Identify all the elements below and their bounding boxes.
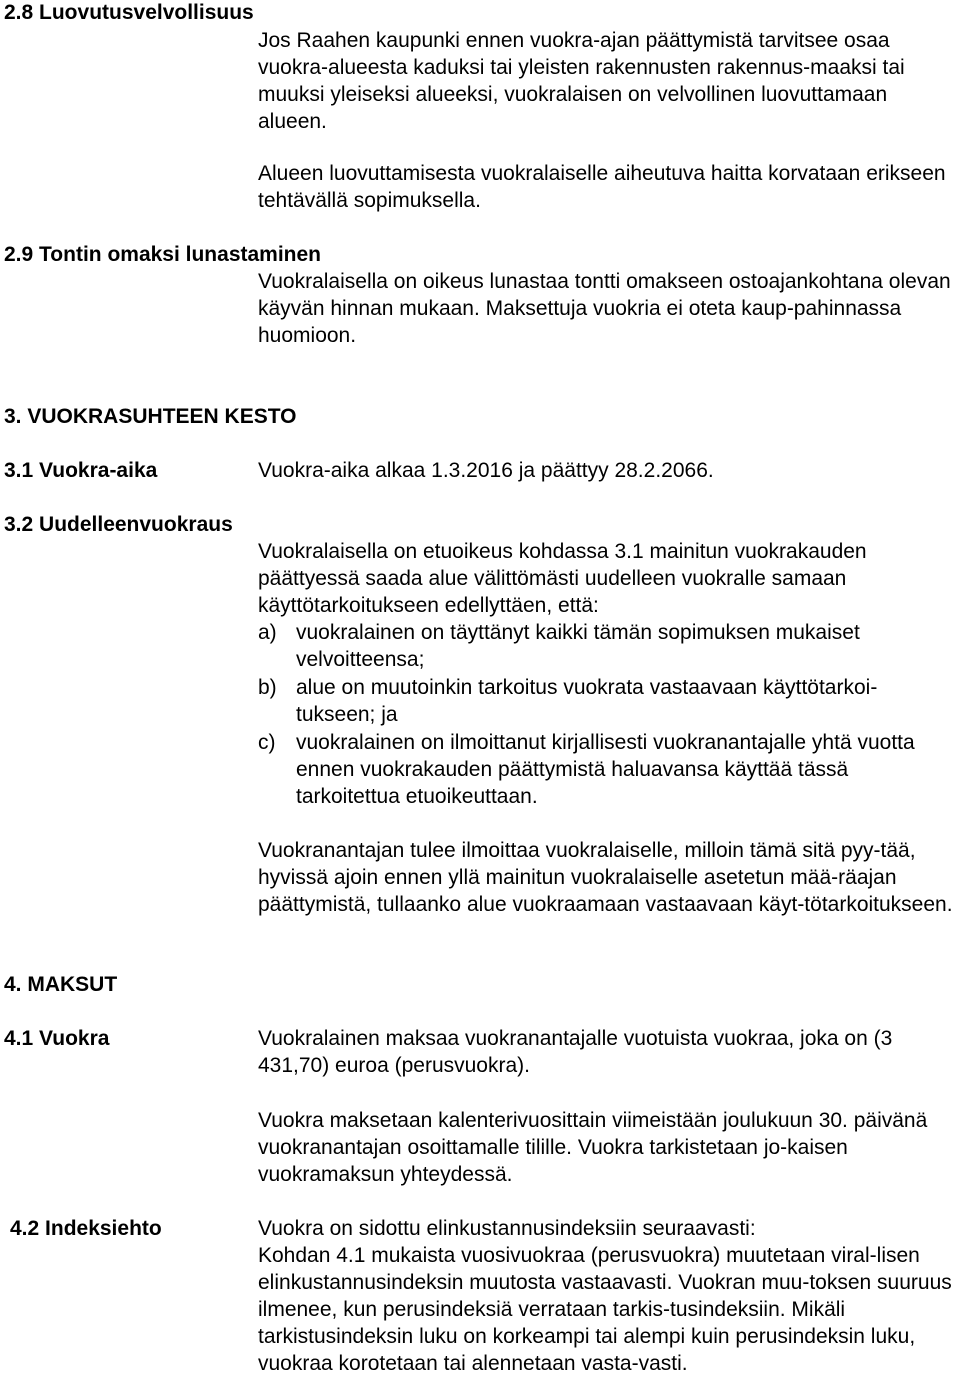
paragraph-4-1-1: Vuokralainen maksaa vuokranantajalle vuotuista vuokraa, joka on (3 431,70) euroa (perusvuokra). <box>258 1027 893 1077</box>
list-marker: c) <box>258 731 276 754</box>
section-heading-3-2: 3.2 Uudelleenvuokraus <box>4 513 233 536</box>
paragraph-2-8-2: Alueen luovuttamisesta vuokralaiselle aiheutuva haitta korvataan erikseen tehtävällä sopimuksella. <box>258 162 946 212</box>
paragraph-3-2-1: Vuokralaisella on etuoikeus kohdassa 3.1 mainitun vuokrakauden päättyessä saada alue välittömästi uudelleen vuokralle samaan käyttötarkoitukseen edellyttäen, että: <box>258 540 867 617</box>
section-heading-4: 4. MAKSUT <box>4 973 118 996</box>
paragraph-3-1: Vuokra-aika alkaa 1.3.2016 ja päättyy 28.2.2066. <box>258 459 714 482</box>
section-heading-3: 3. VUOKRASUHTEEN KESTO <box>4 405 297 428</box>
list-item-text: vuokralainen on ilmoittanut kirjallisesti vuokranantajalle yhtä vuotta ennen vuokrakauden päättymistä haluavansa käyttää tässä tarkoitettua etuoikeuttaan. <box>296 731 915 808</box>
section-heading-2-9: 2.9 Tontin omaksi lunastaminen <box>4 243 322 266</box>
paragraph-2-8-1: Jos Raahen kaupunki ennen vuokra-ajan päättymistä tarvitsee osaa vuokra-alueesta kaduksi tai yleisten rakennusten rakennus-maaksi tai muuksi yleiseksi alueeksi, vuokralaisen on velvollinen luovuttamaan alueen. <box>258 29 905 133</box>
paragraph-3-2-2: Vuokranantajan tulee ilmoittaa vuokralaiselle, milloin tämä sitä pyy-tää, hyvissä ajoin ennen yllä mainitun vuokralaiselle asetetun mää-räajan päättymistä, tullaanko alue vuokraamaan vastaavaan käyt-tötarkoitukseen. <box>258 839 953 916</box>
section-heading-2-8: 2.8 Luovutusvelvollisuus <box>4 1 254 24</box>
paragraph-4-2-2: Kohdan 4.1 mukaista vuosivuokraa (perusvuokra) muutetaan viral-lisen elinkustannusindeksin muutosta vastaavasti. Vuokran muu-toksen suuruus ilmenee, kun perusindeksiä verrataan tarkis-tusindeksiin. Mikäli tarkistusindeksin luku on korkeampi tai alempi kuin perusindeksin luku, vuokraa korotetaan tai alennetaan vasta-vasti. <box>258 1244 952 1375</box>
section-heading-3-1: 3.1 Vuokra-aika <box>4 459 158 482</box>
section-heading-4-1: 4.1 Vuokra <box>4 1027 110 1050</box>
list-item-text: alue on muutoinkin tarkoitus vuokrata vastaavaan käyttötarkoi-tukseen; ja <box>296 676 878 726</box>
paragraph-4-1-2: Vuokra maksetaan kalenterivuosittain viimeistään joulukuun 30. päivänä vuokranantajan osoittamalle tilille. Vuokra tarkistetaan jo-kaisen vuokramaksun yhteydessä. <box>258 1109 928 1186</box>
list-marker: a) <box>258 621 277 644</box>
list-marker: b) <box>258 676 277 699</box>
section-heading-4-2: 4.2 Indeksiehto <box>10 1217 162 1240</box>
list-item-text: vuokralainen on täyttänyt kaikki tämän sopimuksen mukaiset velvoitteensa; <box>296 621 860 671</box>
paragraph-2-9-1: Vuokralaisella on oikeus lunastaa tontti omakseen ostoajankohtana olevan käyvän hinnan mukaan. Maksettuja vuokria ei oteta kaup-pahinnassa huomioon. <box>258 270 951 347</box>
paragraph-4-2-1: Vuokra on sidottu elinkustannusindeksiin seuraavasti: <box>258 1217 756 1240</box>
